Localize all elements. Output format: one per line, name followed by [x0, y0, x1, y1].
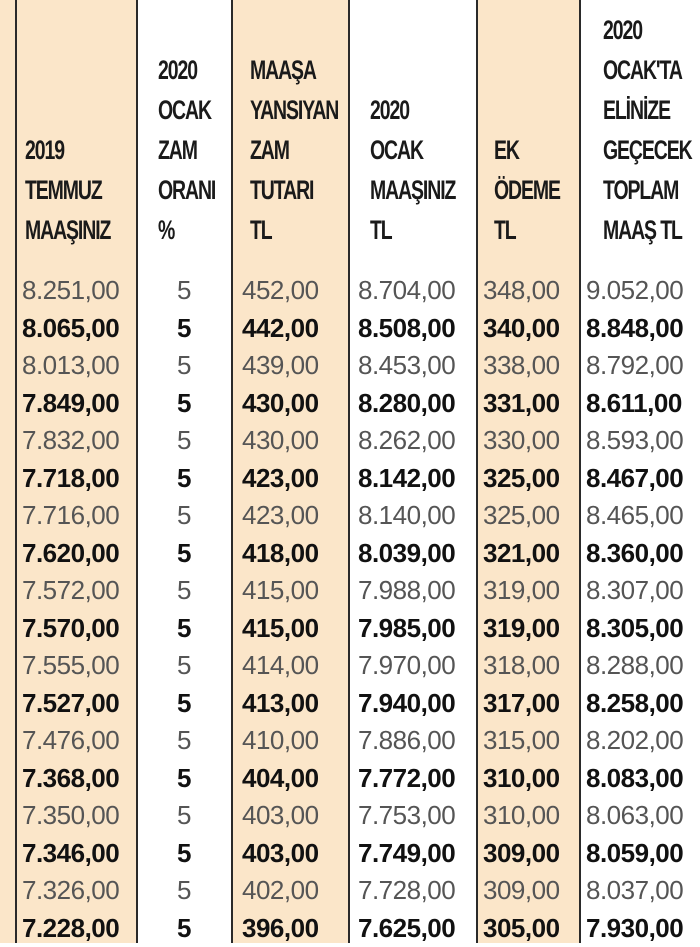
header-line: % — [158, 210, 210, 250]
cell-zam-tutari: 403,00 — [242, 797, 342, 835]
cell-ek-odeme: 348,00 — [483, 272, 577, 310]
cell-ek-odeme: 315,00 — [483, 722, 577, 760]
cell-ek-odeme: 309,00 — [483, 835, 577, 873]
cell-ocak-maas: 8.039,00 — [358, 535, 468, 573]
cell-zam-orani: 5 — [137, 910, 231, 947]
cell-ek-odeme: 310,00 — [483, 797, 577, 835]
cell-ek-odeme: 317,00 — [483, 685, 577, 723]
header-line: OCAK — [370, 130, 446, 170]
cell-toplam-maas: 8.611,00 — [586, 385, 698, 423]
header-line: OCAK'TA — [603, 50, 673, 90]
cell-temmuz-maas: 7.849,00 — [22, 385, 136, 423]
cell-toplam-maas: 8.202,00 — [586, 722, 698, 760]
cell-toplam-maas: 8.037,00 — [586, 872, 698, 910]
cell-zam-orani: 5 — [137, 535, 231, 573]
salary-table-body — [0, 272, 700, 947]
cell-temmuz-maas: 7.718,00 — [22, 460, 136, 498]
cell-zam-orani: 5 — [137, 422, 231, 460]
header-line: TL — [370, 210, 446, 250]
header-line: ÖDEME — [494, 170, 554, 210]
cell-temmuz-maas: 7.346,00 — [22, 835, 136, 873]
header-line: ZAM — [158, 130, 210, 170]
table-row — [0, 760, 700, 798]
cell-temmuz-maas: 7.572,00 — [22, 572, 136, 610]
cell-zam-tutari: 415,00 — [242, 572, 342, 610]
cell-temmuz-maas: 7.570,00 — [22, 610, 136, 648]
table-row — [0, 610, 700, 648]
cell-ek-odeme: 310,00 — [483, 760, 577, 798]
cell-temmuz-maas: 8.065,00 — [22, 310, 136, 348]
table-row — [0, 647, 700, 685]
cell-toplam-maas: 8.360,00 — [586, 535, 698, 573]
cell-temmuz-maas: 7.527,00 — [22, 685, 136, 723]
cell-zam-tutari: 442,00 — [242, 310, 342, 348]
cell-temmuz-maas: 7.228,00 — [22, 910, 136, 947]
cell-toplam-maas: 8.593,00 — [586, 422, 698, 460]
header-zam-orani — [158, 0, 230, 250]
cell-toplam-maas: 8.258,00 — [586, 685, 698, 723]
cell-ocak-maas: 7.728,00 — [358, 872, 468, 910]
table-row — [0, 272, 700, 310]
header-line: 2020 — [370, 90, 446, 130]
table-row — [0, 535, 700, 573]
cell-ek-odeme: 321,00 — [483, 535, 577, 573]
cell-zam-orani: 5 — [137, 685, 231, 723]
header-line: 2020 — [158, 50, 210, 90]
table-row — [0, 797, 700, 835]
header-line: EK — [494, 130, 554, 170]
cell-ek-odeme: 325,00 — [483, 497, 577, 535]
cell-zam-orani: 5 — [137, 610, 231, 648]
cell-zam-orani: 5 — [137, 760, 231, 798]
cell-ek-odeme: 309,00 — [483, 872, 577, 910]
cell-ocak-maas: 7.749,00 — [358, 835, 468, 873]
cell-zam-tutari: 430,00 — [242, 422, 342, 460]
cell-ek-odeme: 318,00 — [483, 647, 577, 685]
cell-zam-orani: 5 — [137, 722, 231, 760]
cell-ek-odeme: 325,00 — [483, 460, 577, 498]
cell-ek-odeme: 331,00 — [483, 385, 577, 423]
table-row — [0, 910, 700, 947]
header-line: MAAŞA — [250, 50, 321, 90]
cell-ocak-maas: 8.453,00 — [358, 347, 468, 385]
cell-zam-tutari: 396,00 — [242, 910, 342, 947]
cell-zam-tutari: 403,00 — [242, 835, 342, 873]
cell-toplam-maas: 8.467,00 — [586, 460, 698, 498]
cell-toplam-maas: 9.052,00 — [586, 272, 698, 310]
header-line: YANSIYAN — [250, 90, 321, 130]
cell-zam-orani: 5 — [137, 647, 231, 685]
cell-zam-orani: 5 — [137, 347, 231, 385]
header-line: TL — [250, 210, 321, 250]
cell-zam-tutari: 415,00 — [242, 610, 342, 648]
cell-zam-orani: 5 — [137, 272, 231, 310]
cell-zam-orani: 5 — [137, 310, 231, 348]
cell-temmuz-maas: 7.832,00 — [22, 422, 136, 460]
header-line: MAAŞINIZ — [370, 170, 446, 210]
cell-zam-orani: 5 — [137, 797, 231, 835]
header-zam-tutari — [250, 0, 348, 250]
header-ocak-maas — [370, 0, 476, 250]
cell-ek-odeme: 305,00 — [483, 910, 577, 947]
cell-temmuz-maas: 7.716,00 — [22, 497, 136, 535]
cell-zam-tutari: 439,00 — [242, 347, 342, 385]
cell-toplam-maas: 8.083,00 — [586, 760, 698, 798]
cell-toplam-maas: 7.930,00 — [586, 910, 698, 947]
header-line: 2019 — [25, 130, 103, 170]
header-line: TL — [494, 210, 554, 250]
cell-zam-tutari: 414,00 — [242, 647, 342, 685]
cell-temmuz-maas: 7.350,00 — [22, 797, 136, 835]
header-toplam-maas — [603, 0, 700, 250]
header-line: ZAM — [250, 130, 321, 170]
header-line: 2020 — [603, 10, 673, 50]
cell-ek-odeme: 330,00 — [483, 422, 577, 460]
cell-ek-odeme: 319,00 — [483, 572, 577, 610]
cell-ocak-maas: 7.970,00 — [358, 647, 468, 685]
table-row — [0, 835, 700, 873]
cell-ocak-maas: 7.886,00 — [358, 722, 468, 760]
header-line: OCAK — [158, 90, 210, 130]
table-row — [0, 497, 700, 535]
table-row — [0, 722, 700, 760]
table-row — [0, 460, 700, 498]
cell-zam-orani: 5 — [137, 835, 231, 873]
header-line: GEÇECEK — [603, 130, 673, 170]
cell-temmuz-maas: 8.013,00 — [22, 347, 136, 385]
header-line: TOPLAM — [603, 170, 673, 210]
cell-zam-tutari: 402,00 — [242, 872, 342, 910]
cell-zam-orani: 5 — [137, 872, 231, 910]
cell-toplam-maas: 8.063,00 — [586, 797, 698, 835]
header-line: MAAŞINIZ — [25, 210, 103, 250]
table-row — [0, 422, 700, 460]
cell-zam-orani: 5 — [137, 497, 231, 535]
cell-ocak-maas: 8.280,00 — [358, 385, 468, 423]
cell-ocak-maas: 7.940,00 — [358, 685, 468, 723]
header-line: ORANI — [158, 170, 210, 210]
cell-temmuz-maas: 8.251,00 — [22, 272, 136, 310]
cell-zam-tutari: 423,00 — [242, 460, 342, 498]
cell-toplam-maas: 8.848,00 — [586, 310, 698, 348]
cell-ocak-maas: 8.142,00 — [358, 460, 468, 498]
cell-toplam-maas: 8.059,00 — [586, 835, 698, 873]
header-line: ELİNİZE — [603, 90, 673, 130]
cell-temmuz-maas: 7.620,00 — [22, 535, 136, 573]
cell-temmuz-maas: 7.368,00 — [22, 760, 136, 798]
cell-ocak-maas: 8.704,00 — [358, 272, 468, 310]
cell-ocak-maas: 8.262,00 — [358, 422, 468, 460]
cell-ocak-maas: 7.985,00 — [358, 610, 468, 648]
cell-temmuz-maas: 7.555,00 — [22, 647, 136, 685]
cell-toplam-maas: 8.465,00 — [586, 497, 698, 535]
cell-ocak-maas: 7.753,00 — [358, 797, 468, 835]
cell-ocak-maas: 7.988,00 — [358, 572, 468, 610]
cell-zam-orani: 5 — [137, 385, 231, 423]
cell-toplam-maas: 8.307,00 — [586, 572, 698, 610]
cell-ocak-maas: 8.140,00 — [358, 497, 468, 535]
cell-toplam-maas: 8.305,00 — [586, 610, 698, 648]
cell-toplam-maas: 8.792,00 — [586, 347, 698, 385]
cell-zam-tutari: 423,00 — [242, 497, 342, 535]
header-line: TEMMUZ — [25, 170, 103, 210]
header-temmuz-maas — [25, 0, 133, 250]
cell-zam-tutari: 410,00 — [242, 722, 342, 760]
cell-zam-tutari: 404,00 — [242, 760, 342, 798]
cell-ek-odeme: 338,00 — [483, 347, 577, 385]
cell-zam-orani: 5 — [137, 572, 231, 610]
cell-ek-odeme: 340,00 — [483, 310, 577, 348]
cell-zam-tutari: 413,00 — [242, 685, 342, 723]
cell-zam-tutari: 418,00 — [242, 535, 342, 573]
table-row — [0, 310, 700, 348]
cell-ocak-maas: 8.508,00 — [358, 310, 468, 348]
header-line: MAAŞ TL — [603, 210, 673, 250]
cell-ocak-maas: 7.625,00 — [358, 910, 468, 947]
header-line: TUTARI — [250, 170, 321, 210]
cell-temmuz-maas: 7.326,00 — [22, 872, 136, 910]
cell-toplam-maas: 8.288,00 — [586, 647, 698, 685]
table-row — [0, 872, 700, 910]
cell-zam-tutari: 452,00 — [242, 272, 342, 310]
table-row — [0, 385, 700, 423]
table-row — [0, 347, 700, 385]
cell-zam-tutari: 430,00 — [242, 385, 342, 423]
cell-zam-orani: 5 — [137, 460, 231, 498]
table-row — [0, 685, 700, 723]
cell-ocak-maas: 7.772,00 — [358, 760, 468, 798]
table-row — [0, 572, 700, 610]
cell-temmuz-maas: 7.476,00 — [22, 722, 136, 760]
header-ek-odeme — [494, 0, 578, 250]
cell-ek-odeme: 319,00 — [483, 610, 577, 648]
